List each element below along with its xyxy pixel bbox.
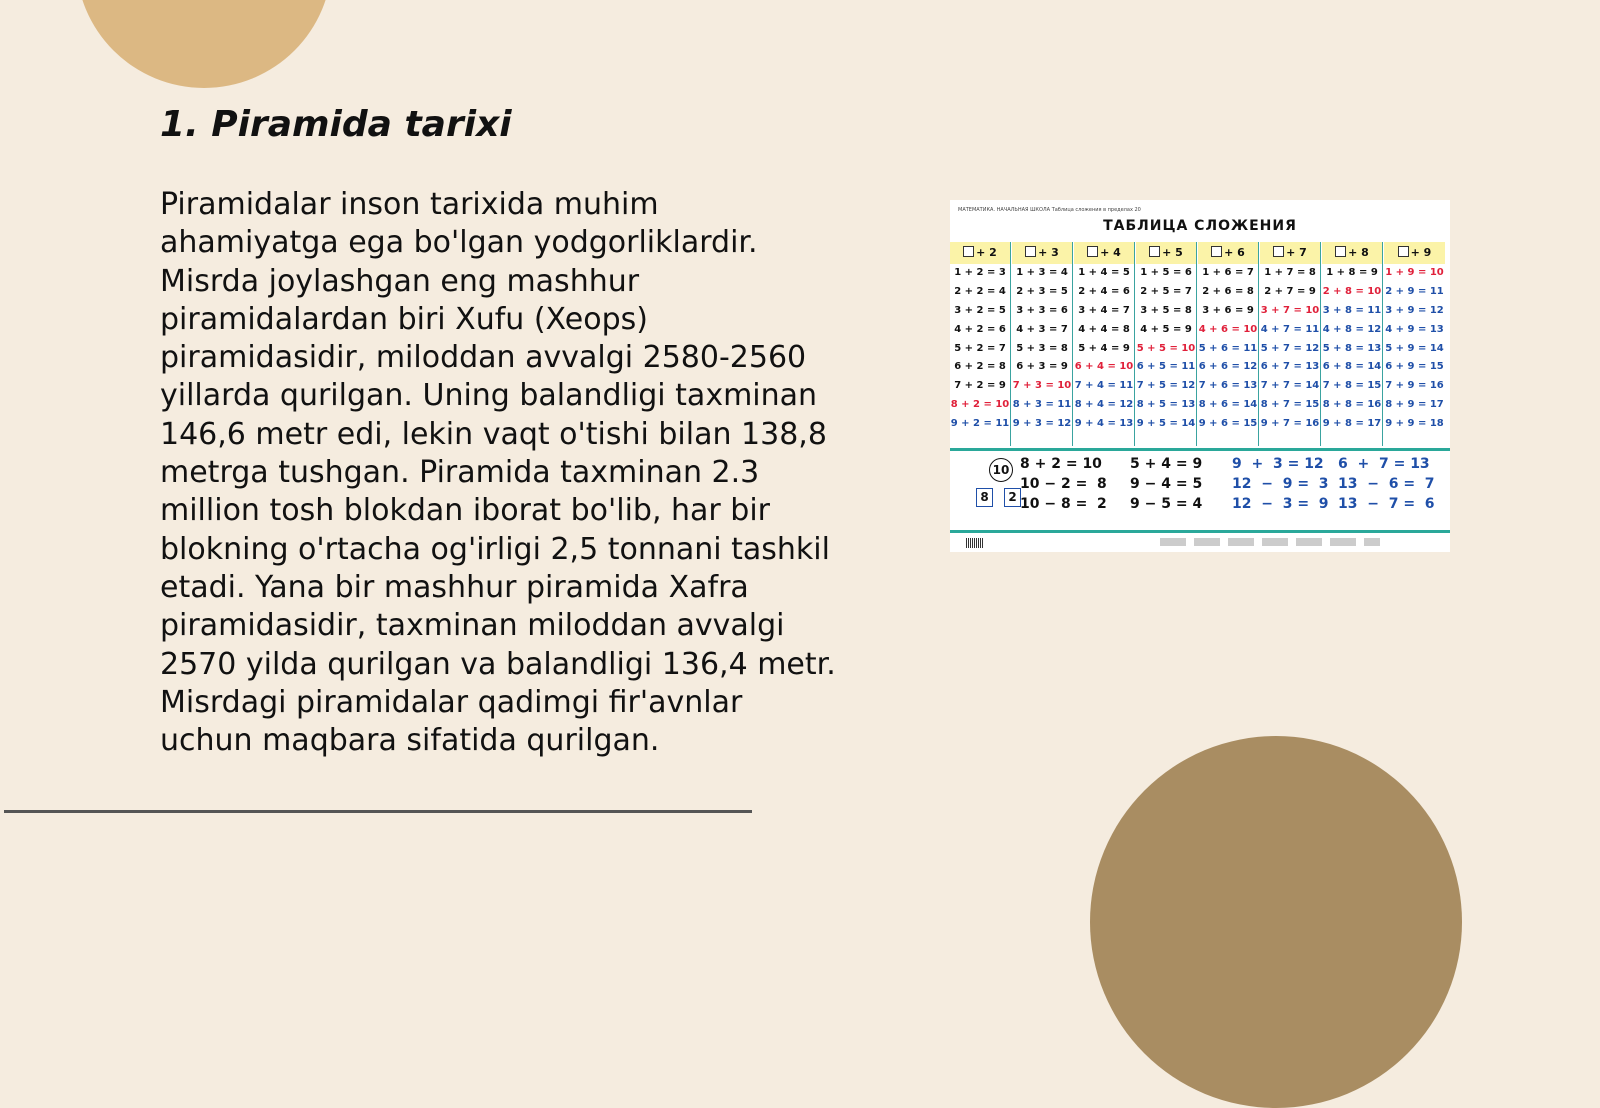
example-equation: 13 − 6 = 7 [1338,476,1435,492]
addition-table-image [950,200,1450,552]
table-cell: 3 + 8 = 11 [1322,304,1382,316]
example-equation: 13 − 7 = 6 [1338,496,1435,512]
poster-header: МАТЕМАТИКА. НАЧАЛЬНАЯ ШКОЛА Таблица сложения в пределах 20 [958,207,1141,213]
table-column [1384,242,1445,446]
slide-body-text: Piramidalar inson tarixida muhim ahamiyatga ega bo'lgan yodgorliklardir. Misrda joylashgan eng mashhur piramidalardan biri Xufu (Xeops) piramidasidir, miloddan avvalgi 2580-2560 yillarda qurilgan. Uning balandligi taxminan 146,6 metr edi, lekin vaqt o'tishi bilan 138,8 metrga tushgan. Piramida taxminan 2.3 million tosh blokdan iborat bo'lib, har bir blokning o'rtacha og'irligi 2,5 tonnani tashkil etadi. Yana bir mashhur piramida Xafra piramidasidir, taxminan miloddan avvalgi 2570 yilda qurilgan va balandligi 136,4 metr. Misrdagi piramidalar qadimgi fir'avnlar uchun maqbara sifatida qurilgan. [160,187,836,759]
table-cell: 7 + 7 = 14 [1260,380,1320,392]
table-cell: 8 + 8 = 16 [1322,399,1382,411]
table-cell: 2 + 3 = 5 [1016,285,1068,297]
table-cell: 1 + 3 = 4 [1016,267,1068,278]
table-cell: 5 + 3 = 8 [1016,342,1068,354]
table-cell: 7 + 6 = 13 [1198,380,1258,392]
table-cell: 1 + 4 = 5 [1078,267,1130,278]
table-cell: 2 + 6 = 8 [1202,285,1254,297]
column-header [950,242,1010,264]
table-column [1136,242,1197,446]
table-cell: 3 + 2 = 5 [954,304,1006,316]
column-header-label: + 3 [1038,246,1059,259]
column-header [1322,242,1382,264]
table-column [1322,242,1383,446]
example-equations [1020,456,1440,526]
table-cell: 1 + 2 = 3 [954,267,1006,278]
table-cell: 3 + 3 = 6 [1016,304,1068,316]
table-cell: 5 + 5 = 10 [1136,342,1196,354]
table-cell: 7 + 5 = 12 [1136,380,1196,392]
column-header-label: + 6 [1224,246,1245,259]
blank-box-icon [1149,246,1160,257]
table-cell: 6 + 4 = 10 [1074,361,1134,373]
blank-box-icon [1211,246,1222,257]
table-column [950,242,1011,446]
table-cell: 4 + 6 = 10 [1198,323,1258,335]
column-header-label: + 4 [1100,246,1121,259]
table-cell: 5 + 7 = 12 [1260,342,1320,354]
table-cell: 2 + 9 = 11 [1385,285,1444,297]
example-equation: 9 + 3 = 12 [1232,456,1324,472]
table-cell: 4 + 7 = 11 [1260,323,1320,335]
table-cell: 6 + 9 = 15 [1385,361,1444,373]
table-cell: 1 + 7 = 8 [1264,267,1316,278]
table-cell: 9 + 9 = 18 [1385,418,1444,430]
table-cell: 4 + 5 = 9 [1140,323,1192,335]
table-cell: 8 + 9 = 17 [1385,399,1444,411]
slide-title: 1. Piramida tarixi [160,104,512,145]
table-cell: 3 + 4 = 7 [1078,304,1130,316]
column-header [1260,242,1320,264]
table-cell: 3 + 9 = 12 [1385,304,1444,316]
table-cell: 8 + 6 = 14 [1198,399,1258,411]
table-cell: 5 + 6 = 11 [1198,342,1258,354]
column-header [1074,242,1134,264]
column-header-label: + 5 [1162,246,1183,259]
column-header-label: + 7 [1286,246,1307,259]
example-equation: 12 − 9 = 3 [1232,476,1329,492]
example-equation: 9 − 5 = 4 [1130,496,1203,512]
example-equation: 5 + 4 = 9 [1130,456,1203,472]
table-cell: 6 + 7 = 13 [1260,361,1320,373]
table-cell: 2 + 5 = 7 [1140,285,1192,297]
blank-box-icon [1087,246,1098,257]
column-header [1198,242,1258,264]
column-header [1384,242,1445,264]
table-cell: 2 + 2 = 4 [954,285,1006,297]
table-cell: 9 + 6 = 15 [1198,418,1258,430]
badge-right: 2 [1004,488,1021,507]
divider-line [4,810,752,813]
table-cell: 7 + 4 = 11 [1074,380,1134,392]
table-cell: 9 + 3 = 12 [1012,418,1072,430]
barcode-icon [966,538,984,548]
table-cell: 3 + 7 = 10 [1260,304,1320,316]
table-cell: 3 + 5 = 8 [1140,304,1192,316]
number-composition-badge [976,458,1026,516]
column-header-label: + 8 [1348,246,1369,259]
table-cell: 8 + 7 = 15 [1260,399,1320,411]
example-equation: 8 + 2 = 10 [1020,456,1102,472]
poster-title: ТАБЛИЦА СЛОЖЕНИЯ [1103,218,1297,234]
blank-box-icon [1335,246,1346,257]
table-cell: 8 + 2 = 10 [950,399,1010,411]
table-column [1012,242,1073,446]
table-cell: 8 + 5 = 13 [1136,399,1196,411]
decorative-circle-bottom [1090,736,1462,1108]
table-cell: 7 + 2 = 9 [954,380,1006,392]
blank-box-icon [1025,246,1036,257]
table-cell: 1 + 6 = 7 [1202,267,1254,278]
table-cell: 8 + 4 = 12 [1074,399,1134,411]
table-cell: 4 + 2 = 6 [954,323,1006,335]
table-cell: 5 + 4 = 9 [1078,342,1130,354]
column-header [1012,242,1072,264]
table-cell: 9 + 4 = 13 [1074,418,1134,430]
column-header [1136,242,1196,264]
example-group [1232,456,1342,516]
poster-separator [950,448,1450,451]
badge-left: 8 [976,488,993,507]
table-cell: 4 + 9 = 13 [1385,323,1444,335]
column-header-label: + 9 [1410,246,1432,259]
example-equation: 10 − 8 = 2 [1020,496,1107,512]
example-equation: 10 − 2 = 8 [1020,476,1107,492]
table-cell: 8 + 3 = 11 [1012,399,1072,411]
table-cell: 5 + 2 = 7 [954,342,1006,354]
table-cell: 9 + 5 = 14 [1136,418,1196,430]
table-cell: 4 + 8 = 12 [1322,323,1382,335]
table-cell: 7 + 8 = 15 [1322,380,1382,392]
table-cell: 4 + 3 = 7 [1016,323,1068,335]
example-equation: 9 − 4 = 5 [1130,476,1203,492]
example-group [1338,456,1448,516]
table-cell: 2 + 4 = 6 [1078,285,1130,297]
blank-box-icon [963,246,974,257]
table-cell: 6 + 2 = 8 [954,361,1006,373]
poster-fine-print [1160,538,1380,546]
table-cell: 2 + 7 = 9 [1264,285,1316,297]
blank-box-icon [1398,246,1409,257]
table-cell: 9 + 7 = 16 [1260,418,1320,430]
blank-box-icon [1273,246,1284,257]
table-cell: 6 + 6 = 12 [1198,361,1258,373]
table-cell: 6 + 8 = 14 [1322,361,1382,373]
example-group [1020,456,1130,516]
table-cell: 1 + 5 = 6 [1140,267,1192,278]
table-cell: 2 + 8 = 10 [1322,285,1382,297]
table-column [1260,242,1321,446]
table-cell: 7 + 9 = 16 [1385,380,1444,392]
table-cell: 5 + 8 = 13 [1322,342,1382,354]
table-column [1198,242,1259,446]
example-equation: 6 + 7 = 13 [1338,456,1430,472]
poster-footer-bar [950,530,1450,533]
addition-grid [950,242,1450,446]
table-column [1074,242,1135,446]
table-cell: 6 + 3 = 9 [1016,361,1068,373]
table-cell: 1 + 9 = 10 [1385,267,1444,278]
column-header-label: + 2 [976,246,997,259]
example-equation: 12 − 3 = 9 [1232,496,1329,512]
table-cell: 9 + 8 = 17 [1322,418,1382,430]
example-group [1130,456,1240,516]
decorative-circle-top [76,0,332,88]
table-cell: 4 + 4 = 8 [1078,323,1130,335]
table-cell: 5 + 9 = 14 [1385,342,1444,354]
table-cell: 9 + 2 = 11 [950,418,1010,430]
badge-ten: 10 [989,458,1013,482]
table-cell: 1 + 8 = 9 [1326,267,1378,278]
table-cell: 7 + 3 = 10 [1012,380,1072,392]
table-cell: 3 + 6 = 9 [1202,304,1254,316]
table-cell: 6 + 5 = 11 [1136,361,1196,373]
